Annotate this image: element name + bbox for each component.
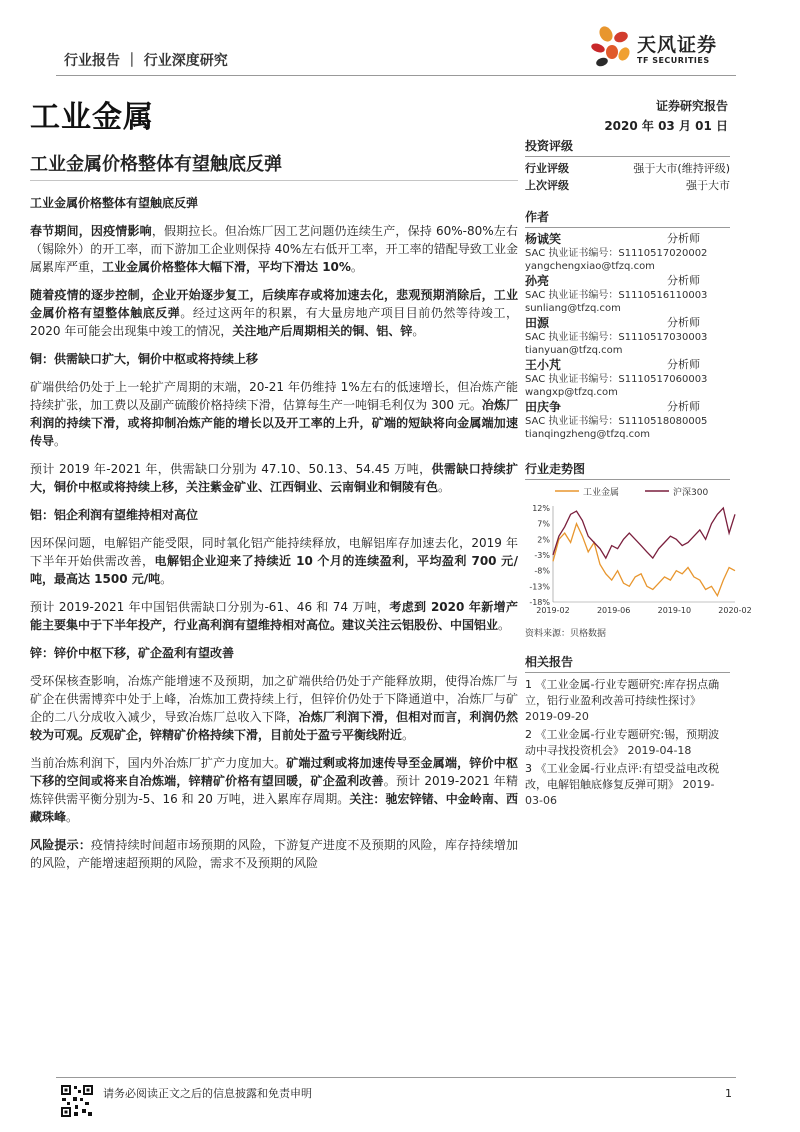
related-report-title: 3 《工业金属-行业点评:有望受益电改税改，电解铝触底修复反弹可期》 [525, 762, 720, 791]
author-name: 孙亮 [525, 274, 550, 288]
risk-paragraph: 风险提示：疫情持续时间超市场预期的风险，下游复产进度不及预期的风险，库存持续增加的风险，产能增速超预期的风险，需求不及预期的风险 [30, 838, 518, 870]
author-entry [525, 273, 730, 315]
author-cert: SAC 执业证书编号：S1110516110003 [525, 290, 708, 301]
authors-box [525, 208, 730, 441]
related-box [525, 653, 730, 811]
author-cert: SAC 执业证书编号：S1110518080005 [525, 416, 708, 427]
industry-rating: 行业评级 强于大市(维持评级) [525, 162, 730, 175]
trend-heading: 行业走势图 [525, 462, 586, 476]
author-cert: SAC 执业证书编号：S1110517060003 [525, 374, 708, 385]
copper-heading: 铜：供需缺口扩大，铜价中枢或将持续上移 [30, 352, 259, 366]
main-body [30, 194, 518, 882]
report-date: 2020 年 03 月 01 日 [604, 119, 728, 133]
x-tick-label: 2019-10 [657, 606, 692, 615]
author-name: 杨诚笑 [525, 232, 562, 246]
author-email[interactable]: sunliang@tfzq.com [525, 303, 621, 314]
report-kind: 证券研究报告 [655, 99, 728, 113]
paragraph-8: 当前冶炼利润下，国内外冶炼厂扩产力度加大。矿端过剩或将加速传导至金属端，锌价中枢下移的空间或将来自冶炼端，锌精矿价格有望回暖，矿企盈利改善。预计 2019-2021 年精炼锌供需平衡分别为-5、16 和 20 万吨，进入累库存周期。关注：驰宏锌锗、中金岭南、西藏珠峰。 [30, 756, 518, 824]
author-name: 王小芃 [525, 358, 562, 372]
x-tick-label: 2020-02 [718, 606, 752, 615]
author-email[interactable]: tianqingzheng@tfzq.com [525, 429, 650, 440]
author-role: 分析师 [667, 274, 700, 287]
author-role: 分析师 [667, 232, 700, 245]
trend-box [525, 460, 730, 480]
paragraph-7: 受环保核查影响，冶炼产能增速不及预期，加之矿端供给仍处于产能释放期，使得冶炼厂与矿企在供需博弈中处于上峰，冶炼加工费持续上行，但锌价仍处于下降通道中，冶炼厂与矿企的二八分成收入减少，导致冶炼厂总收入下降，冶炼厂利润下滑，但相对而言，利润仍然较为可观。反观矿企，锌精矿价格持续下滑，目前处于盈亏平衡线附近。 [30, 674, 518, 742]
related-report-title: 2 《工业金属-行业专题研究:锡，预期波动中寻找投资机会》 [525, 728, 720, 757]
summary-heading: 工业金属价格整体有望触底反弹 [30, 196, 199, 210]
author-entry [525, 315, 730, 357]
chart-source: 资料来源：贝格数据 [525, 629, 607, 639]
related-report-date: 2019-04-18 [627, 744, 692, 757]
logo-name-en: TF SECURITIES [637, 56, 710, 65]
y-tick-label: 2% [537, 535, 550, 545]
paragraph-5: 因环保问题，电解铝产能受限，同时氧化铝产能持续释放，电解铝库存加速去化，2019 年下半年开始供需改善，电解铝企业迎来了持续近 10 个月的连续盈利，平均盈利 700 元/吨，最高达 1500 元/吨。 [30, 536, 518, 586]
y-tick-label: -18% [529, 598, 550, 607]
rating-heading: 投资评级 [525, 139, 574, 153]
paragraph-3: 矿端供给仍处于上一轮扩产周期的末端，20-21 年仍维持 1%左右的低速增长，但冶炼产能持续扩张，加工费以及副产硫酸价格持续下滑，估算每生产一吨铜毛利仅为 300 元。冶炼厂利润的持续下滑，或将抑制冶炼产能的增长以及开工率的上升，矿端的短缺将向金属端加速传导。 [30, 380, 518, 448]
author-email[interactable]: wangxp@tfzq.com [525, 387, 618, 398]
related-report[interactable] [525, 677, 730, 725]
y-tick-label: -8% [534, 566, 550, 576]
author-cert: SAC 执业证书编号：S1110517020002 [525, 248, 708, 259]
related-report-date: 2019-03-06 [525, 778, 715, 807]
paragraph-4: 预计 2019 年-2021 年，供需缺口分别为 47.10、50.13、54.45 万吨，供需缺口持续扩大，铜价中枢或将持续上移，关注紫金矿业、江西铜业、云南铜业和铜陵有色。 [30, 462, 518, 494]
x-tick-label: 2019-02 [536, 606, 570, 615]
legend-label: 沪深300 [673, 488, 709, 498]
industry-trend-chart [525, 478, 752, 620]
report-category: 行业报告 ｜ 行业深度研究 [64, 53, 228, 69]
footer-disclaimer: 请务必阅读正文之后的信息披露和免责申明 [103, 1087, 312, 1100]
aluminum-heading: 铝：铝企利润有望维持相对高位 [30, 508, 199, 522]
rating-box [525, 137, 730, 194]
sector-title: 工业金属 [30, 100, 154, 135]
page-number: 1 [725, 1087, 732, 1100]
zinc-heading: 锌：锌价中枢下移，矿企盈利有望改善 [30, 646, 235, 660]
author-entry [525, 357, 730, 399]
authors-rule [525, 227, 730, 228]
related-report[interactable] [525, 761, 730, 809]
y-tick-label: 7% [537, 519, 550, 529]
footer-rule [56, 1077, 736, 1078]
y-tick-label: -3% [534, 551, 550, 560]
y-tick-label: -13% [529, 582, 550, 592]
author-name: 田庆争 [525, 400, 562, 414]
paragraph-2: 随着疫情的逐步控制，企业开始逐步复工，后续库存或将加速去化，悲观预期消除后，工业金属价格有望整体触底反弹。经过这两年的积累，有大量房地产项目目前仍然等待竣工，2020 年可能会出现集中竣工的情况，关注地产后周期相关的铜、铝、锌。 [30, 288, 518, 338]
related-report-date: 2019-09-20 [525, 710, 589, 723]
author-role: 分析师 [667, 358, 700, 371]
rating-rule [525, 156, 730, 157]
author-cert: SAC 执业证书编号：S1110517030003 [525, 332, 708, 343]
related-report[interactable] [525, 727, 730, 759]
related-heading: 相关报告 [525, 655, 574, 669]
logo-name-cn: 天风证券 [637, 34, 718, 56]
author-entry [525, 399, 730, 441]
qr-code-icon [60, 1084, 94, 1118]
author-email[interactable]: tianyuan@tfzq.com [525, 345, 623, 356]
related-rule [525, 672, 730, 673]
legend-label: 工业金属 [583, 488, 620, 498]
author-email[interactable]: yangchengxiao@tfzq.com [525, 261, 655, 272]
x-tick-label: 2019-06 [596, 606, 631, 615]
previous-rating: 上次评级 强于大市 [525, 179, 730, 192]
related-report-title: 1 《工业金属-行业专题研究:库存拐点确立，铝行业盈利改善可持续性探讨》 [525, 678, 720, 707]
author-role: 分析师 [667, 316, 700, 329]
paragraph-6: 预计 2019-2021 年中国铝供需缺口分别为-61、46 和 74 万吨，考虑到 2020 年新增产能主要集中于下半年投产，行业高利润有望维持相对高位。建议关注云铝股份、中国铝业。 [30, 600, 518, 632]
report-title: 工业金属价格整体有望触底反弹 [30, 154, 282, 175]
paragraph-1: 春节期间，因疫情影响，假期拉长。但冶炼厂因工艺问题仍连续生产，保持 60%-80%左右（锡除外）的开工率，而下游加工企业则保持 40%左右低开工率，开工率的错配导致工业金属累库严重，工业金属价格整体大幅下滑，平均下滑达 10%。 [30, 224, 518, 274]
y-tick-label: 12% [532, 504, 550, 513]
logo-mark-icon [590, 24, 632, 68]
header-rule [56, 75, 736, 76]
author-name: 田源 [525, 316, 550, 330]
authors-heading: 作者 [525, 210, 550, 224]
title-rule [30, 180, 518, 181]
author-entry [525, 231, 730, 273]
author-role: 分析师 [667, 400, 700, 413]
